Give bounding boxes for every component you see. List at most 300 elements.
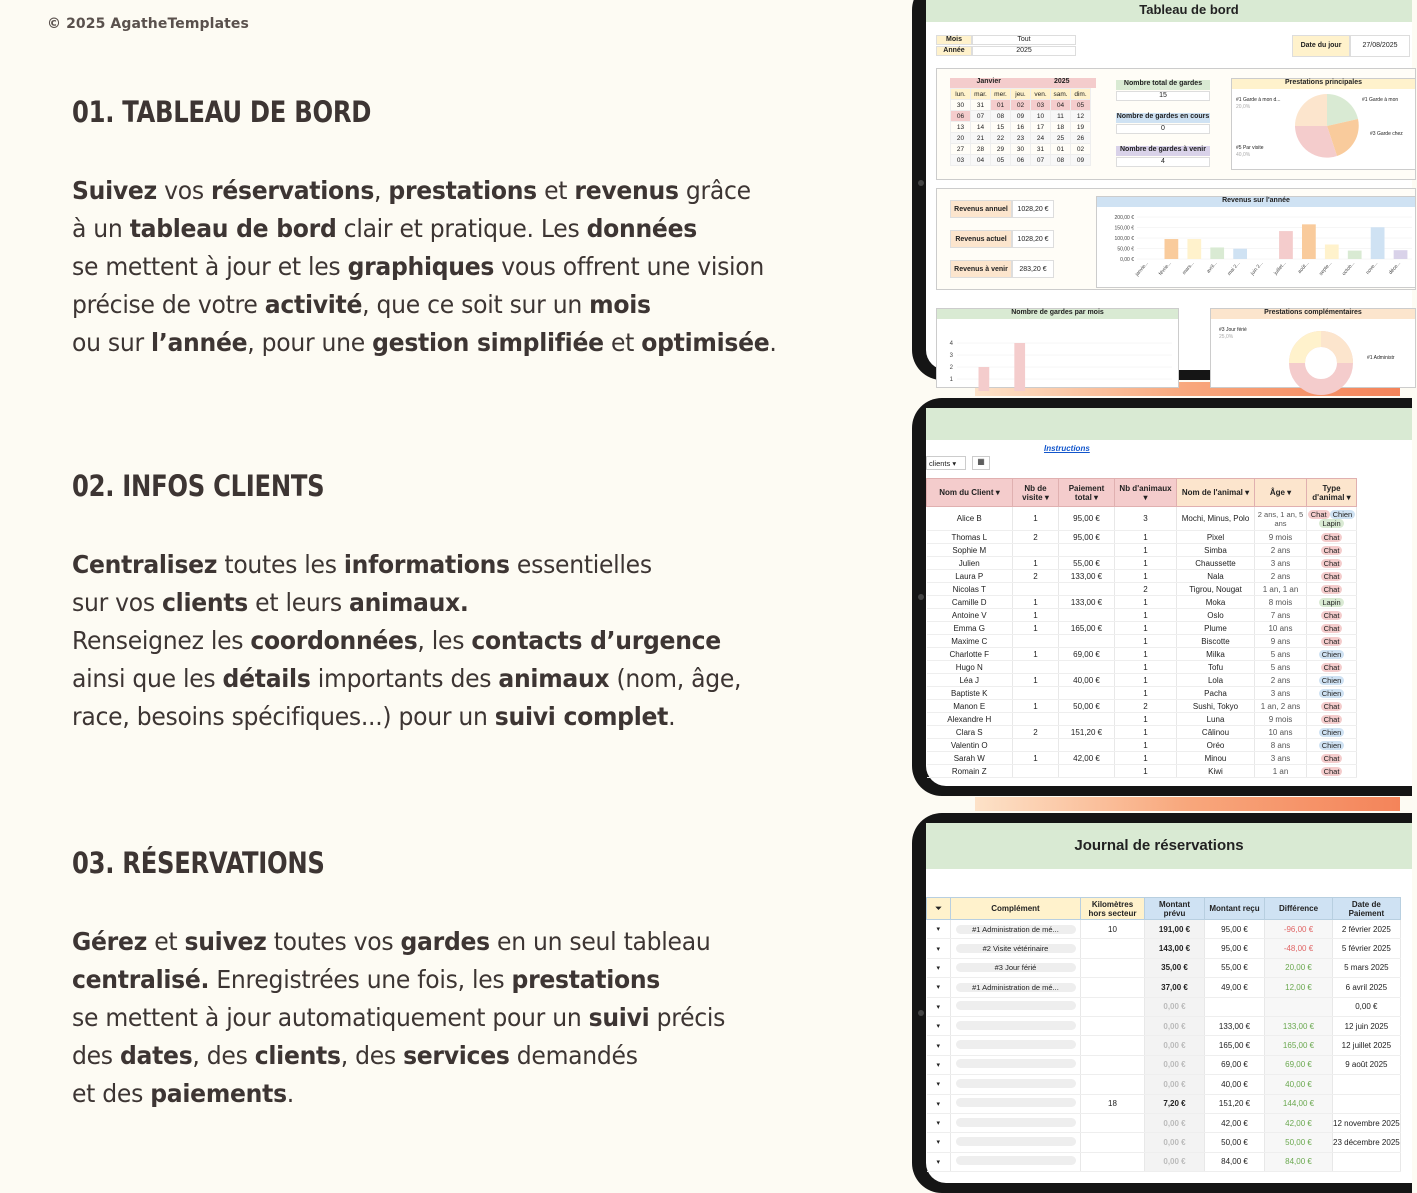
table-cell[interactable]: 9 août 2025	[1333, 1055, 1401, 1074]
table-cell[interactable]	[1265, 997, 1333, 1016]
calendar-day[interactable]: 30	[1011, 144, 1031, 155]
table-cell[interactable]: 69,00 €	[1205, 1055, 1265, 1074]
row-dropdown-icon[interactable]: ▾	[927, 939, 951, 958]
table-cell[interactable]: 3 ans	[1255, 557, 1307, 570]
column-header[interactable]: Kilomètres hors secteur	[1081, 898, 1145, 920]
table-row[interactable]	[927, 700, 1357, 713]
table-cell[interactable]: Câlinou	[1177, 726, 1255, 739]
filter-icon[interactable]: ▾	[1042, 492, 1049, 502]
table-cell[interactable]: 12 novembre 2025	[1333, 1113, 1401, 1132]
table-cell[interactable]: 0,00 €	[1333, 997, 1401, 1016]
table-cell[interactable]: 55,00 €	[1059, 557, 1115, 570]
table-cell[interactable]: 8 mois	[1255, 596, 1307, 609]
table-cell[interactable]	[1013, 583, 1059, 596]
table-cell[interactable]: Pacha	[1177, 687, 1255, 700]
table-cell[interactable]	[1081, 1152, 1145, 1171]
complement-select[interactable]	[956, 1001, 1076, 1010]
table-cell[interactable]: Baptiste K	[927, 687, 1013, 700]
table-cell[interactable]	[951, 997, 1081, 1016]
table-cell[interactable]: 1	[1115, 739, 1177, 752]
table-cell[interactable]: 2 ans	[1255, 674, 1307, 687]
table-cell[interactable]	[951, 1036, 1081, 1055]
table-cell[interactable]: 1	[1013, 674, 1059, 687]
table-cell[interactable]	[1013, 765, 1059, 778]
table-cell[interactable]: 42,00 €	[1205, 1113, 1265, 1132]
calendar-day[interactable]: 05	[991, 155, 1011, 166]
table-cell[interactable]	[951, 1152, 1081, 1171]
table-cell[interactable]: Clara S	[927, 726, 1013, 739]
table-cell[interactable]: Sushi, Tokyo	[1177, 700, 1255, 713]
calendar-day[interactable]: 29	[991, 144, 1011, 155]
calendar-day[interactable]: 18	[1051, 122, 1071, 133]
table-cell[interactable]: 1	[1013, 557, 1059, 570]
table-cell[interactable]	[951, 978, 1081, 997]
table-cell[interactable]: 40,00 €	[1205, 1075, 1265, 1094]
table-cell[interactable]	[1059, 661, 1115, 674]
table-cell[interactable]: Maxime C	[927, 635, 1013, 648]
table-cell[interactable]: 1	[1013, 700, 1059, 713]
table-cell[interactable]: 151,20 €	[1205, 1094, 1265, 1113]
table-cell[interactable]	[1307, 622, 1357, 635]
table-cell[interactable]: Charlotte F	[927, 648, 1013, 661]
row-dropdown-icon[interactable]: ▾	[927, 1075, 951, 1094]
table-cell[interactable]	[951, 1113, 1081, 1132]
table-cell[interactable]	[1307, 661, 1357, 674]
table-cell[interactable]	[1333, 1075, 1401, 1094]
complement-select[interactable]: #2 Visite vétérinaire	[956, 944, 1076, 953]
table-cell[interactable]: Antoine V	[927, 609, 1013, 622]
row-dropdown-icon[interactable]: ▾	[927, 997, 951, 1016]
table-cell[interactable]: 69,00 €	[1059, 648, 1115, 661]
table-cell[interactable]	[1307, 713, 1357, 726]
complement-select[interactable]	[956, 1040, 1076, 1049]
table-cell[interactable]	[1307, 507, 1357, 531]
table-cell[interactable]: 1	[1115, 557, 1177, 570]
calendar-day[interactable]: 02	[1011, 100, 1031, 111]
table-cell[interactable]: 165,00 €	[1205, 1036, 1265, 1055]
table-cell[interactable]: 0,00 €	[1145, 1036, 1205, 1055]
column-header[interactable]	[1013, 479, 1059, 507]
table-cell[interactable]: Lola	[1177, 674, 1255, 687]
calendar-month[interactable]: Janvier	[976, 78, 1001, 85]
table-cell[interactable]: Oslo	[1177, 609, 1255, 622]
table-cell[interactable]: 95,00 €	[1059, 507, 1115, 531]
calendar-day[interactable]: 02	[1071, 144, 1091, 155]
table-cell[interactable]	[1307, 648, 1357, 661]
table-cell[interactable]: Romain Z	[927, 765, 1013, 778]
table-cell[interactable]: 143,00 €	[1145, 939, 1205, 958]
complement-select[interactable]	[956, 1079, 1076, 1088]
table-cell[interactable]: 133,00 €	[1059, 596, 1115, 609]
column-header[interactable]: Complément	[951, 898, 1081, 920]
complement-select[interactable]	[956, 1098, 1076, 1107]
table-cell[interactable]	[1013, 635, 1059, 648]
table-cell[interactable]	[1059, 609, 1115, 622]
table-cell[interactable]: 7 ans	[1255, 609, 1307, 622]
table-cell[interactable]: 1	[1115, 635, 1177, 648]
table-cell[interactable]: Emma G	[927, 622, 1013, 635]
table-cell[interactable]: Nala	[1177, 570, 1255, 583]
calendar-day[interactable]: 16	[1011, 122, 1031, 133]
table-row[interactable]	[927, 1055, 1401, 1074]
calendar-day[interactable]: 06	[951, 111, 971, 122]
table-cell[interactable]	[1081, 958, 1145, 977]
table-row[interactable]	[927, 713, 1357, 726]
table-cell[interactable]: 2 ans	[1255, 570, 1307, 583]
table-row[interactable]	[927, 596, 1357, 609]
filter-icon[interactable]: ▾	[1344, 492, 1351, 502]
table-cell[interactable]	[1307, 531, 1357, 544]
table-cell[interactable]	[1307, 687, 1357, 700]
table-cell[interactable]: Sarah W	[927, 752, 1013, 765]
table-row[interactable]	[927, 752, 1357, 765]
complement-select[interactable]	[956, 1059, 1076, 1068]
calendar-day[interactable]: 01	[1051, 144, 1071, 155]
table-cell[interactable]: 5 ans	[1255, 661, 1307, 674]
table-cell[interactable]: 1	[1115, 687, 1177, 700]
table-cell[interactable]	[951, 1075, 1081, 1094]
table-row[interactable]	[927, 726, 1357, 739]
calendar-day[interactable]: 12	[1071, 111, 1091, 122]
table-cell[interactable]	[1081, 1133, 1145, 1152]
filter-icon[interactable]: ▾	[1284, 488, 1292, 497]
column-header[interactable]: Montant reçu	[1205, 898, 1265, 920]
table-cell[interactable]: 9 ans	[1255, 635, 1307, 648]
table-cell[interactable]: 42,00 €	[1265, 1113, 1333, 1132]
table-cell[interactable]	[1307, 752, 1357, 765]
column-header[interactable]	[1115, 479, 1177, 507]
table-cell[interactable]	[1013, 739, 1059, 752]
table-row[interactable]	[927, 958, 1401, 977]
table-row[interactable]	[927, 531, 1357, 544]
table-cell[interactable]: Manon E	[927, 700, 1013, 713]
table-cell[interactable]	[1307, 544, 1357, 557]
table-cell[interactable]: 37,00 €	[1145, 978, 1205, 997]
table-cell[interactable]: 6 avril 2025	[1333, 978, 1401, 997]
table-cell[interactable]: Alice B	[927, 507, 1013, 531]
table-cell[interactable]: Biscotte	[1177, 635, 1255, 648]
table-cell[interactable]: 12,00 €	[1265, 978, 1333, 997]
table-row[interactable]	[927, 609, 1357, 622]
table-cell[interactable]: 1	[1115, 609, 1177, 622]
table-cell[interactable]: 1	[1115, 544, 1177, 557]
table-view-icon[interactable]: ▦	[972, 456, 990, 470]
row-dropdown-icon[interactable]: ▾	[927, 1113, 951, 1132]
table-cell[interactable]	[1307, 596, 1357, 609]
table-cell[interactable]: Luna	[1177, 713, 1255, 726]
table-cell[interactable]: Nicolas T	[927, 583, 1013, 596]
table-row[interactable]	[927, 544, 1357, 557]
complement-select[interactable]: #1 Administration de mé...	[956, 925, 1076, 934]
calendar-day[interactable]: 26	[1071, 133, 1091, 144]
table-cell[interactable]: 133,00 €	[1205, 1016, 1265, 1035]
complement-select[interactable]	[956, 1021, 1076, 1030]
table-cell[interactable]: 18	[1081, 1094, 1145, 1113]
calendar-day[interactable]: 05	[1071, 100, 1091, 111]
calendar-day[interactable]: 09	[1011, 111, 1031, 122]
table-cell[interactable]: 191,00 €	[1145, 920, 1205, 939]
table-cell[interactable]: Sophie M	[927, 544, 1013, 557]
table-cell[interactable]: 3	[1115, 507, 1177, 531]
calendar-day[interactable]: 13	[951, 122, 971, 133]
filter-icon[interactable]: ▾	[1091, 492, 1099, 502]
column-header[interactable]: Montant prévu	[1145, 898, 1205, 920]
table-cell[interactable]: 69,00 €	[1265, 1055, 1333, 1074]
table-cell[interactable]	[951, 1133, 1081, 1152]
table-cell[interactable]: 1 an	[1255, 765, 1307, 778]
table-row[interactable]	[927, 570, 1357, 583]
column-header[interactable]	[927, 479, 1013, 507]
table-cell[interactable]: 7,20 €	[1145, 1094, 1205, 1113]
table-cell[interactable]: 1	[1115, 648, 1177, 661]
table-cell[interactable]	[1081, 997, 1145, 1016]
table-cell[interactable]: 10 ans	[1255, 622, 1307, 635]
table-cell[interactable]: Minou	[1177, 752, 1255, 765]
table-cell[interactable]	[1081, 1016, 1145, 1035]
table-cell[interactable]	[1013, 713, 1059, 726]
table-cell[interactable]	[1013, 544, 1059, 557]
table-cell[interactable]: 1	[1115, 596, 1177, 609]
table-cell[interactable]: 1	[1115, 713, 1177, 726]
table-row[interactable]	[927, 635, 1357, 648]
table-cell[interactable]	[1013, 661, 1059, 674]
table-cell[interactable]: 50,00 €	[1205, 1133, 1265, 1152]
table-cell[interactable]: Thomas L	[927, 531, 1013, 544]
table-row[interactable]	[927, 661, 1357, 674]
calendar-day[interactable]: 04	[971, 155, 991, 166]
table-cell[interactable]	[1307, 570, 1357, 583]
calendar-day[interactable]: 03	[1031, 100, 1051, 111]
table-row[interactable]	[927, 622, 1357, 635]
table-cell[interactable]: 1	[1013, 648, 1059, 661]
column-header[interactable]	[1307, 479, 1357, 507]
table-cell[interactable]	[1081, 978, 1145, 997]
table-cell[interactable]: 0,00 €	[1145, 1075, 1205, 1094]
table-cell[interactable]: 35,00 €	[1145, 958, 1205, 977]
table-cell[interactable]: 2	[1115, 700, 1177, 713]
table-cell[interactable]: 95,00 €	[1059, 531, 1115, 544]
column-header[interactable]: Date de Paiement	[1333, 898, 1401, 920]
table-cell[interactable]: 133,00 €	[1059, 570, 1115, 583]
filter-icon[interactable]: ▾	[1242, 488, 1250, 497]
table-cell[interactable]: 50,00 €	[1059, 700, 1115, 713]
calendar-day[interactable]: 19	[1071, 122, 1091, 133]
table-cell[interactable]: 1	[1013, 752, 1059, 765]
table-cell[interactable]: 20,00 €	[1265, 958, 1333, 977]
table-cell[interactable]: Simba	[1177, 544, 1255, 557]
table-row[interactable]	[927, 1036, 1401, 1055]
table-cell[interactable]	[1059, 687, 1115, 700]
table-row[interactable]	[927, 1113, 1401, 1132]
table-cell[interactable]: 10	[1081, 920, 1145, 939]
table-cell[interactable]: 95,00 €	[1205, 939, 1265, 958]
row-dropdown-icon[interactable]: ▾	[927, 1055, 951, 1074]
calendar-day[interactable]: 31	[1031, 144, 1051, 155]
table-cell[interactable]: Alexandre H	[927, 713, 1013, 726]
table-cell[interactable]: 1	[1013, 596, 1059, 609]
table-cell[interactable]: 84,00 €	[1205, 1152, 1265, 1171]
table-row[interactable]	[927, 648, 1357, 661]
table-cell[interactable]: 133,00 €	[1265, 1016, 1333, 1035]
calendar-day[interactable]: 09	[1071, 155, 1091, 166]
table-cell[interactable]: 1	[1013, 622, 1059, 635]
row-dropdown-icon[interactable]: ▾	[927, 1133, 951, 1152]
row-dropdown-icon[interactable]: ▾	[927, 978, 951, 997]
row-dropdown-icon[interactable]: ▾	[927, 1036, 951, 1055]
table-cell[interactable]: Valentin O	[927, 739, 1013, 752]
table-cell[interactable]: Pixel	[1177, 531, 1255, 544]
table-cell[interactable]: 9 mois	[1255, 531, 1307, 544]
table-cell[interactable]: 1 an, 1 an	[1255, 583, 1307, 596]
table-cell[interactable]: 1	[1115, 765, 1177, 778]
clients-filter[interactable]	[926, 456, 966, 470]
table-cell[interactable]: Laura P	[927, 570, 1013, 583]
table-cell[interactable]: 5 mars 2025	[1333, 958, 1401, 977]
table-cell[interactable]: 2	[1115, 583, 1177, 596]
table-cell[interactable]: 55,00 €	[1205, 958, 1265, 977]
table-cell[interactable]: Tofu	[1177, 661, 1255, 674]
table-cell[interactable]: 49,00 €	[1205, 978, 1265, 997]
calendar-day[interactable]: 03	[951, 155, 971, 166]
row-dropdown-icon[interactable]: ▾	[927, 1152, 951, 1171]
calendar-day[interactable]: 14	[971, 122, 991, 133]
table-cell[interactable]: 0,00 €	[1145, 997, 1205, 1016]
table-cell[interactable]: 1	[1115, 531, 1177, 544]
table-cell[interactable]	[1307, 635, 1357, 648]
table-cell[interactable]	[1013, 687, 1059, 700]
table-cell[interactable]: 2 ans, 1 an, 5 ans	[1255, 507, 1307, 531]
table-cell[interactable]	[951, 1016, 1081, 1035]
calendar-day[interactable]: 10	[1031, 111, 1051, 122]
table-cell[interactable]: Kiwi	[1177, 765, 1255, 778]
table-cell[interactable]: 84,00 €	[1265, 1152, 1333, 1171]
complement-select[interactable]	[956, 1137, 1076, 1146]
table-cell[interactable]: Plume	[1177, 622, 1255, 635]
calendar-day[interactable]: 08	[991, 111, 1011, 122]
row-dropdown-icon[interactable]: ▾	[927, 1094, 951, 1113]
table-cell[interactable]: 165,00 €	[1059, 622, 1115, 635]
complement-select[interactable]: #3 Jour férié	[956, 963, 1076, 972]
calendar-day[interactable]: 15	[991, 122, 1011, 133]
table-cell[interactable]: Milka	[1177, 648, 1255, 661]
table-row[interactable]	[927, 507, 1357, 531]
table-cell[interactable]: 50,00 €	[1265, 1133, 1333, 1152]
table-cell[interactable]	[1333, 1152, 1401, 1171]
table-cell[interactable]	[1081, 1036, 1145, 1055]
table-cell[interactable]: Julien	[927, 557, 1013, 570]
table-cell[interactable]	[1081, 1075, 1145, 1094]
calendar-day[interactable]: 22	[991, 133, 1011, 144]
table-cell[interactable]: 1	[1013, 609, 1059, 622]
column-header[interactable]	[1059, 479, 1115, 507]
table-cell[interactable]: 95,00 €	[1205, 920, 1265, 939]
table-cell[interactable]: Camille D	[927, 596, 1013, 609]
calendar-day[interactable]: 20	[951, 133, 971, 144]
table-cell[interactable]: 1 an, 2 ans	[1255, 700, 1307, 713]
table-cell[interactable]	[1307, 726, 1357, 739]
calendar-day[interactable]: 08	[1051, 155, 1071, 166]
annee-select[interactable]: 2025	[972, 46, 1076, 56]
table-cell[interactable]: 2 février 2025	[1333, 920, 1401, 939]
table-cell[interactable]: Mochi, Minus, Polo	[1177, 507, 1255, 531]
table-cell[interactable]: 2	[1013, 570, 1059, 583]
calendar-day[interactable]: 28	[971, 144, 991, 155]
instructions-link[interactable]: Instructions	[1044, 444, 1090, 453]
table-cell[interactable]: Chaussette	[1177, 557, 1255, 570]
table-row[interactable]	[927, 674, 1357, 687]
table-cell[interactable]: 40,00 €	[1265, 1075, 1333, 1094]
table-cell[interactable]: 2 ans	[1255, 544, 1307, 557]
calendar-day[interactable]: 17	[1031, 122, 1051, 133]
table-cell[interactable]	[951, 939, 1081, 958]
calendar-day[interactable]: 24	[1031, 133, 1051, 144]
calendar-day[interactable]: 25	[1051, 133, 1071, 144]
table-cell[interactable]: 165,00 €	[1265, 1036, 1333, 1055]
table-cell[interactable]	[1059, 739, 1115, 752]
table-cell[interactable]: 2	[1013, 726, 1059, 739]
table-row[interactable]	[927, 765, 1357, 778]
table-cell[interactable]: 23 décembre 2025	[1333, 1133, 1401, 1152]
table-row[interactable]	[927, 557, 1357, 570]
table-cell[interactable]	[1307, 674, 1357, 687]
table-row[interactable]	[927, 1094, 1401, 1113]
table-cell[interactable]: 1	[1115, 661, 1177, 674]
table-row[interactable]	[927, 687, 1357, 700]
table-cell[interactable]: 1	[1115, 622, 1177, 635]
column-header[interactable]: Différence	[1265, 898, 1333, 920]
table-row[interactable]	[927, 1152, 1401, 1171]
table-cell[interactable]	[951, 920, 1081, 939]
table-row[interactable]	[927, 1016, 1401, 1035]
table-cell[interactable]	[951, 958, 1081, 977]
complement-select[interactable]	[956, 1156, 1076, 1165]
table-cell[interactable]	[1081, 1055, 1145, 1074]
table-row[interactable]	[927, 583, 1357, 596]
table-cell[interactable]	[1081, 939, 1145, 958]
table-cell[interactable]: 12 juillet 2025	[1333, 1036, 1401, 1055]
table-cell[interactable]: 0,00 €	[1145, 1016, 1205, 1035]
table-cell[interactable]: 40,00 €	[1059, 674, 1115, 687]
column-header[interactable]	[1177, 479, 1255, 507]
table-cell[interactable]	[1059, 765, 1115, 778]
calendar-day[interactable]: 30	[951, 100, 971, 111]
calendar-day[interactable]: 31	[971, 100, 991, 111]
filter-icon[interactable]: ▾	[1143, 492, 1148, 502]
table-cell[interactable]: 0,00 €	[1145, 1113, 1205, 1132]
table-cell[interactable]: 144,00 €	[1265, 1094, 1333, 1113]
table-cell[interactable]: 151,20 €	[1059, 726, 1115, 739]
table-row[interactable]	[927, 920, 1401, 939]
calendar-day[interactable]: 23	[1011, 133, 1031, 144]
table-cell[interactable]: 1	[1013, 507, 1059, 531]
table-cell[interactable]: Léa J	[927, 674, 1013, 687]
table-cell[interactable]: 3 ans	[1255, 752, 1307, 765]
table-cell[interactable]: 9 mois	[1255, 713, 1307, 726]
row-dropdown-icon[interactable]: ▾	[927, 1016, 951, 1035]
table-row[interactable]	[927, 939, 1401, 958]
table-cell[interactable]: 1	[1115, 752, 1177, 765]
calendar-day[interactable]: 04	[1051, 100, 1071, 111]
calendar-day[interactable]: 07	[971, 111, 991, 122]
row-dropdown-icon[interactable]: ▾	[927, 920, 951, 939]
table-cell[interactable]: 3 ans	[1255, 687, 1307, 700]
calendar-day[interactable]: 07	[1031, 155, 1051, 166]
table-cell[interactable]	[1307, 765, 1357, 778]
calendar-day[interactable]: 06	[1011, 155, 1031, 166]
table-cell[interactable]: 0,00 €	[1145, 1133, 1205, 1152]
table-row[interactable]	[927, 1075, 1401, 1094]
table-cell[interactable]	[1059, 583, 1115, 596]
